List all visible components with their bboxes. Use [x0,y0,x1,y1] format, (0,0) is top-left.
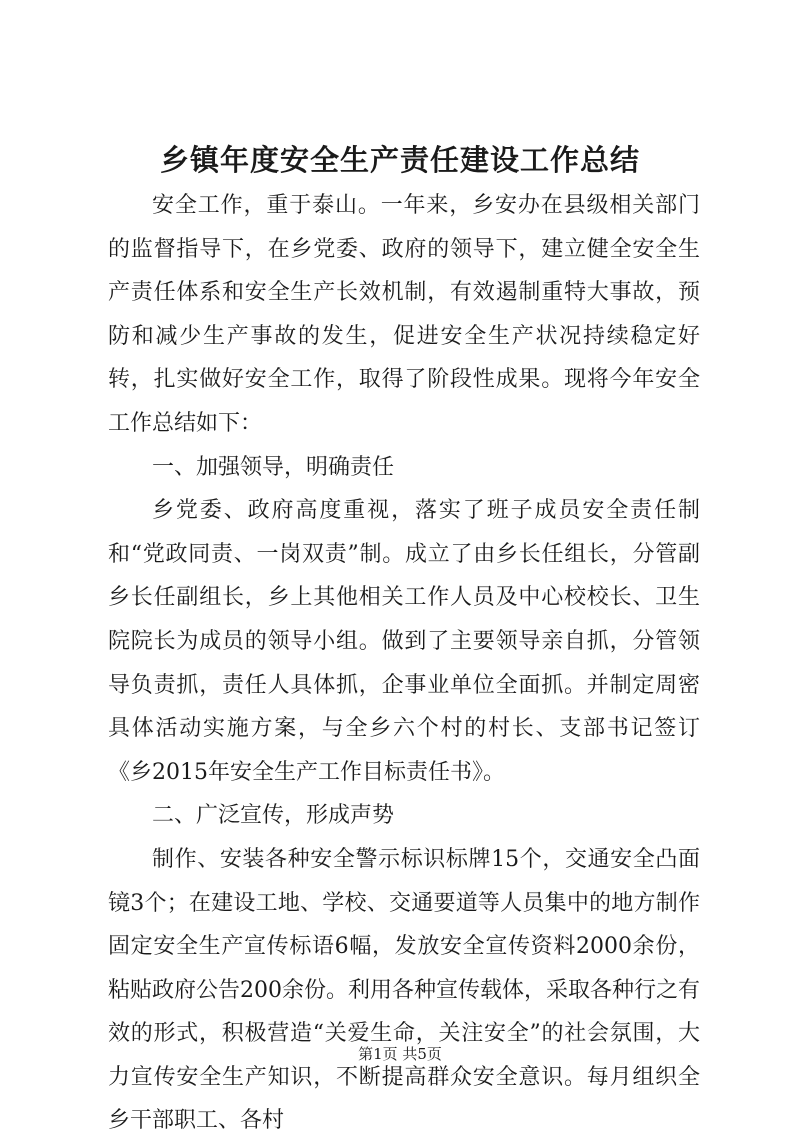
paragraph-intro: 安全工作，重于泰山。一年来，乡安办在县级相关部门的监督指导下，在乡党委、政府的领导下，建立健全安全生产责任体系和安全生产长效机制，有效遏制重特大事故，预防和减少生产事故的发生，促进安全生产状况持续稳定好转，扎实做好安全工作，取得了阶段性成果。现将今年安全工作总结如下： [108,193,700,436]
document-title: 乡镇年度安全生产责任建设工作总结 [159,143,640,177]
paragraph-section-1: 乡党委、政府高度重视，落实了班子成员安全责任制和“党政同责、一岗双责”制。成立了由乡长任组长，分管副乡长任副组长，乡上其他相关工作人员及中心校校长、卫生院院长为成员的领导小组。做到了主要领导亲自抓，分管领导负责抓，责任人具体抓，企事业单位全面抓。并制定周密具体活动实施方案，与全乡六个村的村长、支部书记签订《乡2015年安全生产工作目标责任书》。 [108,498,700,785]
document-body [108,184,700,1143]
page-number-footer: 第1页 共5页 [358,1045,442,1063]
paragraph-section-2: 制作、安装各种安全警示标识标牌15个，交通安全凸面镜3个；在建设工地、学校、交通要道等人员集中的地方制作固定安全生产宣传标语6幅，发放安全宣传资料2000余份，粘贴政府公告200余份。利用各种宣传载体，采取各种行之有效的形式，积极营造“关爱生命，关注安全”的社会氛围，大力宣传安全生产知识，不断提高群众安全意识。每月组织全乡干部职工、各村 [108,846,700,1134]
section-heading-2: 二、广泛宣传，形成声势 [152,803,395,829]
section-heading-1: 一、加强领导，明确责任 [152,454,395,480]
